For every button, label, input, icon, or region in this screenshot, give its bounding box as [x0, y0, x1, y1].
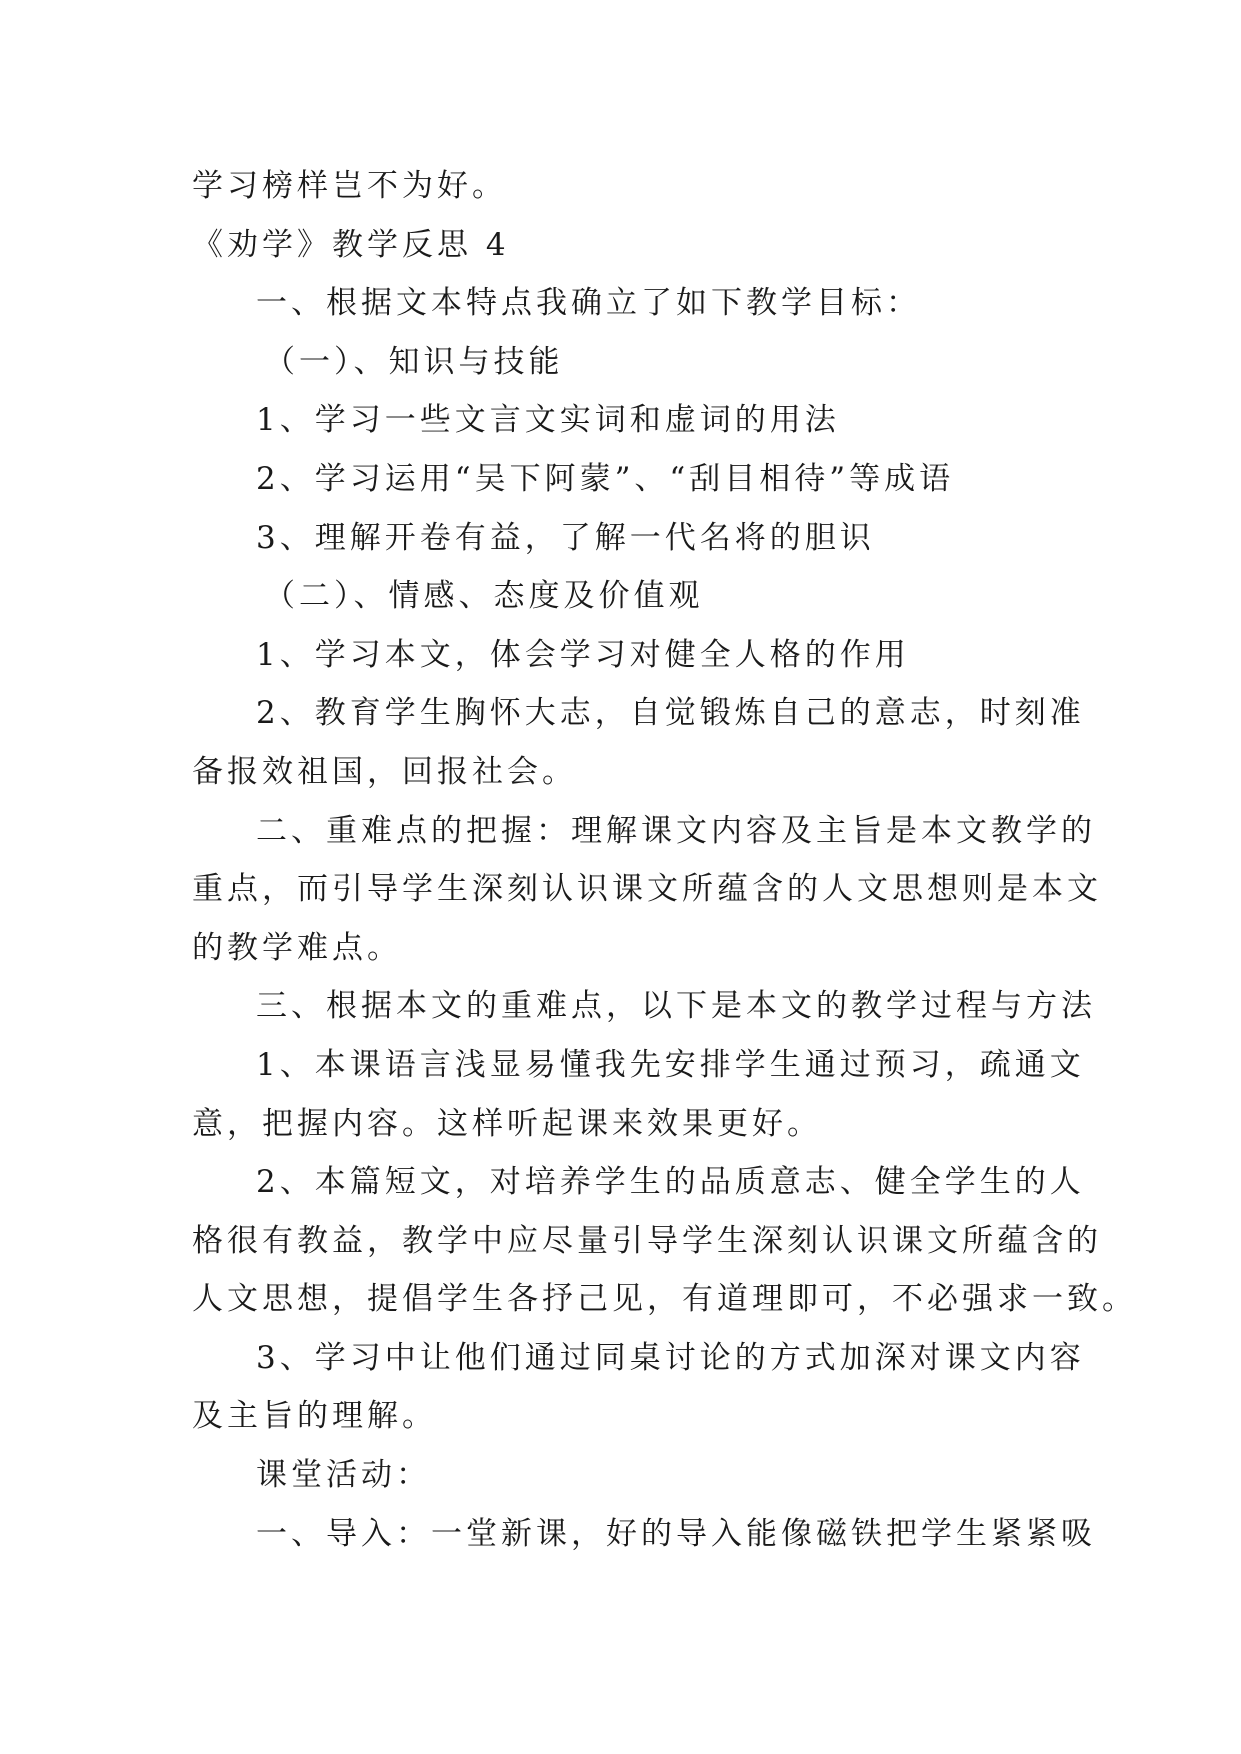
paragraph-line: 及主旨的理解。: [192, 1398, 437, 1435]
paragraph-line: 重点，而引导学生深刻认识课文所蕴含的人文思想则是本文: [192, 871, 1102, 908]
paragraph-line: 学习榜样岂不为好。: [192, 168, 507, 204]
list-item: 2、本篇短文，对培养学生的品质意志、健全学生的人: [256, 1164, 1085, 1201]
paragraph-line: 一、导入：一堂新课，好的导入能像磁铁把学生紧紧吸: [256, 1515, 1096, 1552]
paragraph-line: 人文思想，提倡学生各抒己见，有道理即可，不必强求一致。: [192, 1281, 1137, 1318]
list-item: 1、学习一些文言文实词和虚词的用法: [256, 402, 840, 439]
list-item: 3、理解开卷有益，了解一代名将的胆识: [256, 519, 875, 556]
list-item: 3、学习中让他们通过同桌讨论的方式加深对课文内容: [256, 1339, 1085, 1376]
list-item: 1、学习本文，体会学习对健全人格的作用: [256, 636, 910, 673]
section-title: 《劝学》教学反思 4: [192, 226, 510, 263]
list-item: 1、本课语言浅显易懂我先安排学生通过预习，疏通文: [256, 1046, 1085, 1083]
subheading: （二）、情感、态度及价值观: [264, 578, 704, 615]
paragraph-line: 二、重难点的把握：理解课文内容及主旨是本文教学的: [256, 812, 1096, 849]
list-item: 2、学习运用“吴下阿蒙”、“刮目相待”等成语: [256, 460, 955, 497]
paragraph-line: 意，把握内容。这样听起课来效果更好。: [192, 1105, 822, 1142]
paragraph-line: 课堂活动：: [256, 1457, 431, 1494]
paragraph-line: 格很有教益，教学中应尽量引导学生深刻认识课文所蕴含的: [192, 1222, 1102, 1259]
document-body: [192, 157, 1137, 1563]
paragraph-line: 的教学难点。: [192, 929, 402, 966]
list-item: 2、教育学生胸怀大志，自觉锻炼自己的意志，时刻准: [256, 695, 1085, 732]
subheading: （一）、知识与技能: [264, 343, 564, 380]
paragraph-line: 一、根据文本特点我确立了如下教学目标：: [256, 285, 921, 322]
paragraph-line: 三、根据本文的重难点，以下是本文的教学过程与方法: [256, 988, 1096, 1025]
paragraph-line: 备报效祖国，回报社会。: [192, 753, 577, 790]
